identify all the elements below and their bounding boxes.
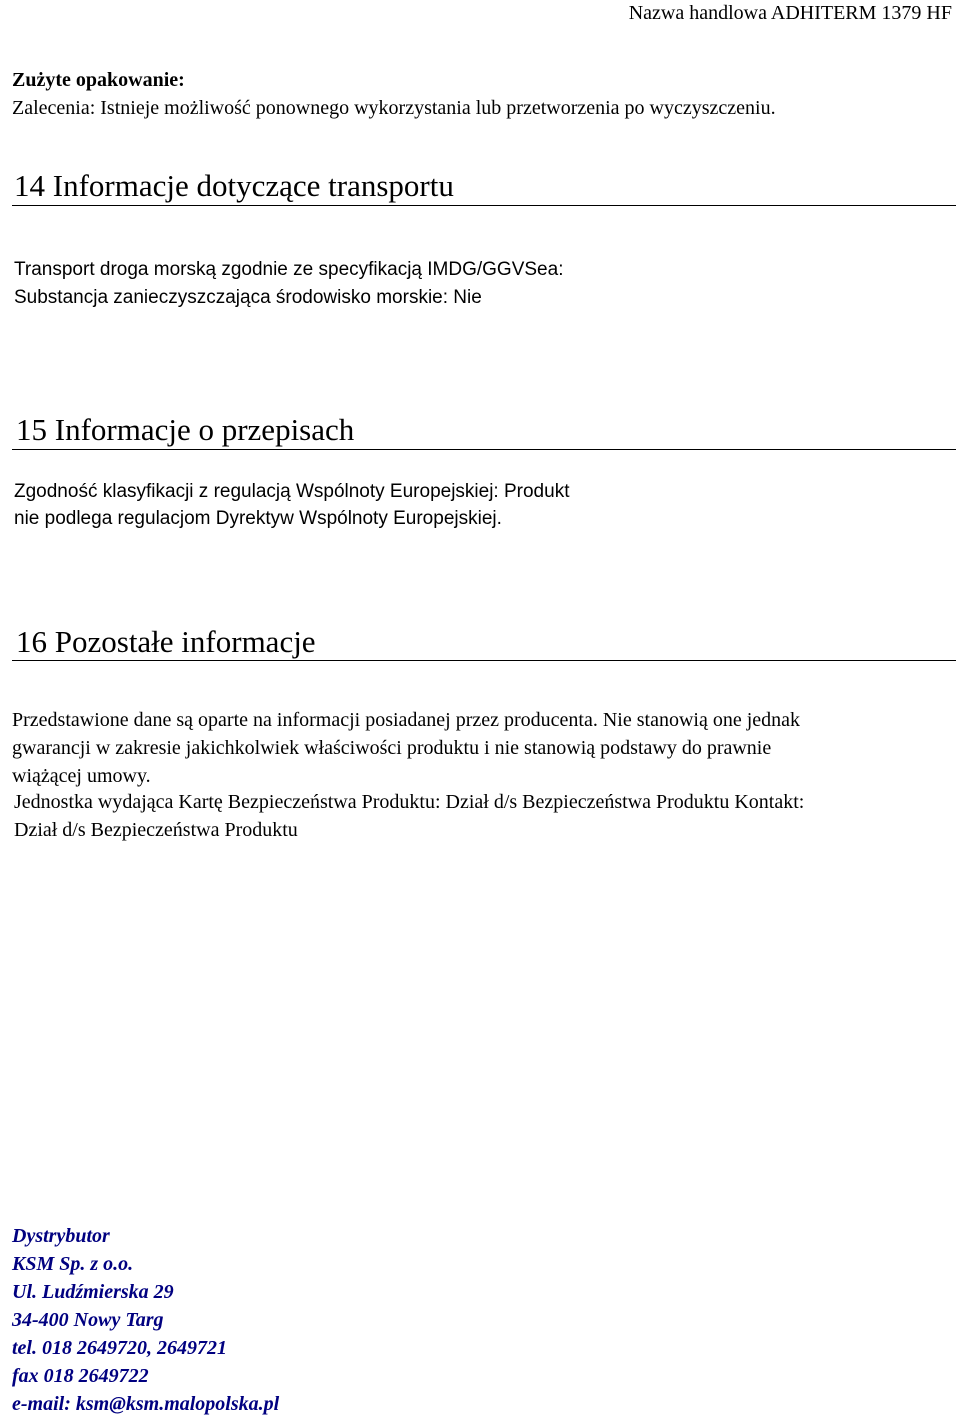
section-16-line-1: Przedstawione dane są oparte na informacji posiadanej przez producenta. Nie stanowią one jednak (12, 709, 801, 731)
section-16-line-4: Jednostka wydająca Kartę Bezpieczeństwa Produktu: Dział d/s Bezpieczeństwa Produktu Kontakt: (14, 791, 805, 813)
section-16-line-3: wiążącej umowy. (12, 765, 151, 787)
section-16-rule (12, 660, 956, 661)
distributor-phone: tel. 018 2649720, 2649721 (12, 1337, 227, 1359)
section-15-title: 15 Informacje o przepisach (16, 412, 355, 447)
distributor-fax: fax 018 2649722 (12, 1365, 149, 1387)
distributor-label: Dystrybutor (12, 1225, 110, 1247)
distributor-email[interactable]: e-mail: ksm@ksm.malopolska.pl (12, 1393, 280, 1415)
section-14-line-1: Transport droga morską zgodnie ze specyfikacją IMDG/GGVSea: (14, 259, 564, 280)
section-15-line-1: Zgodność klasyfikacji z regulacją Wspólnoty Europejskiej: Produkt (14, 481, 570, 502)
section-14-title: 14 Informacje dotyczące transportu (14, 168, 454, 203)
section-16-line-5: Dział d/s Bezpieczeństwa Produktu (14, 819, 298, 841)
packaging-title: Zużyte opakowanie: (12, 69, 185, 91)
packaging-recommendation: Zalecenia: Istnieje możliwość ponownego wykorzystania lub przetworzenia po wyczyszczeniu. (12, 97, 776, 119)
section-16-line-2: gwarancji w zakresie jakichkolwiek właściwości produktu i nie stanowią podstawy do prawnie (12, 737, 772, 759)
distributor-city: 34-400 Nowy Targ (12, 1309, 164, 1331)
product-name-header: Nazwa handlowa ADHITERM 1379 HF (628, 2, 952, 24)
section-16-title: 16 Pozostałe informacje (16, 624, 316, 659)
distributor-company: KSM Sp. z o.o. (12, 1253, 134, 1275)
section-15-rule (12, 449, 956, 450)
distributor-block (12, 1222, 279, 1418)
distributor-street: Ul. Ludźmierska 29 (12, 1281, 174, 1303)
section-14-line-2: Substancja zanieczyszczająca środowisko morskie: Nie (14, 287, 482, 308)
section-14-rule (12, 205, 956, 206)
section-15-line-2: nie podlega regulacjom Dyrektyw Wspólnoty Europejskiej. (14, 508, 502, 529)
